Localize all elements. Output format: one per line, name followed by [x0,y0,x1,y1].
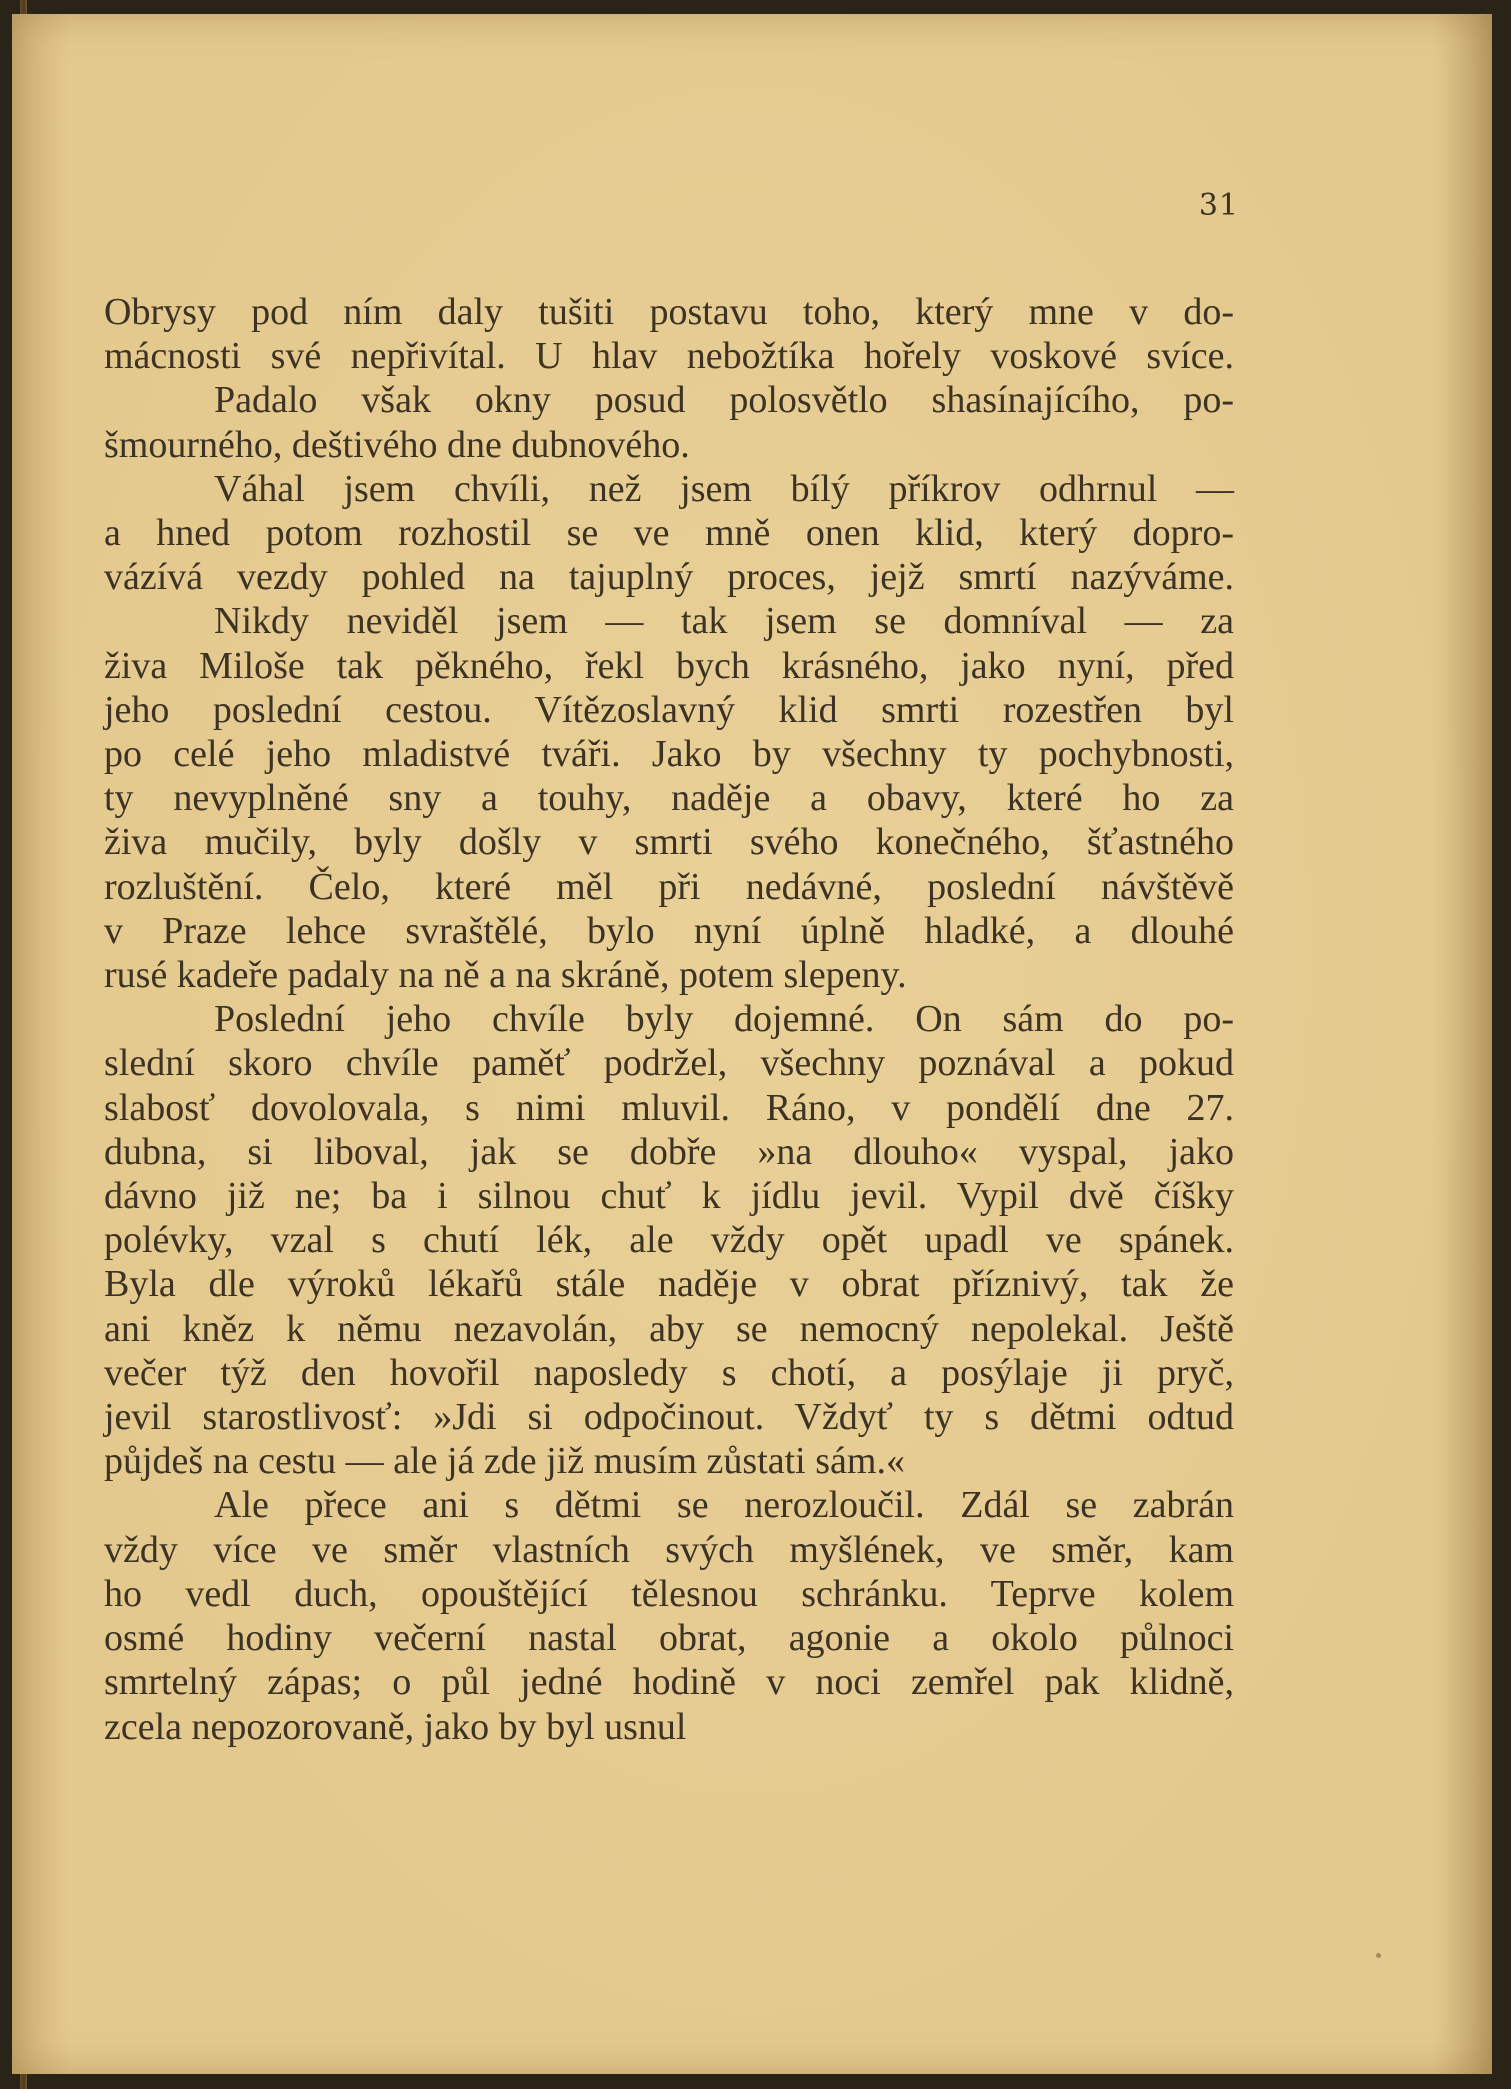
text-line: vždy více ve směr vlastních svých myšlének, ve směr, kam [104,1528,1234,1571]
text-line: ani kněz k němu nezavolán, aby se nemocný nepolekal. Ještě [104,1307,1234,1350]
text-line: v Praze lehce svraštělé, bylo nyní úplně hladké, a dlouhé [104,909,1234,952]
text-line: Nikdy neviděl jsem — tak jsem se domníval — za [214,600,1234,643]
paragraph [104,467,1234,600]
text-line: slabosť dovolovala, s nimi mluvil. Ráno, v pondělí dne 27. [104,1086,1234,1129]
text-line: rusé kadeře padaly na ně a na skráně, potem slepeny. [104,954,907,997]
text-line: smrtelný zápas; o půl jedné hodině v noci zemřel pak klidně, [104,1661,1234,1704]
text-line: Obrysy pod ním daly tušiti postavu toho, který mne v do- [104,291,1234,333]
paper-speck [1376,1953,1381,1958]
text-line: slední skoro chvíle paměť podržel, všechny poznával a pokud [104,1042,1234,1085]
paragraph [104,997,1234,1483]
text-line: po celé jeho mladistvé tváři. Jako by všechny ty pochybnosti, [104,733,1234,776]
text-line: a hned potom rozhostil se ve mně onen klid, který dopro- [104,512,1234,555]
text-line: živa mučily, byly došly v smrti svého konečného, šťastného [104,821,1234,864]
text-line: ty nevyplněné sny a touhy, naděje a obavy, které ho za [104,777,1234,820]
text-line: zcela nepozorovaně, jako by byl usnul [104,1705,687,1748]
text-line: dávno již ne; ba i silnou chuť k jídlu jevil. Vypil dvě číšky [104,1175,1234,1218]
text-line: jevil starostlivosť: »Jdi si odpočinout. Vždyť ty s dětmi odtud [104,1396,1234,1439]
text-line: ho vedl duch, opouštějící tělesnou schránku. Teprve kolem [104,1572,1234,1615]
paragraph [104,290,1234,378]
paragraph [104,378,1234,466]
text-line: rozluštění. Čelo, které měl při nedávné, poslední návštěvě [104,865,1234,908]
text-line: Padalo však okny posud polosvětlo shasínajícího, po- [214,379,1234,422]
text-line: šmourného, deštivého dne dubnového. [104,423,690,466]
text-line: vázívá vezdy pohled na tajuplný proces, jejž smrtí nazýváme. [104,556,1234,599]
text-line: Ale přece ani s dětmi se nerozloučil. Zdál se zabrán [214,1484,1234,1527]
text-line: Poslední jeho chvíle byly dojemné. On sám do po- [214,998,1234,1041]
text-line: osmé hodiny večerní nastal obrat, agonie a okolo půlnoci [104,1617,1234,1660]
text-line: polévky, vzal s chutí lék, ale vždy opět upadl ve spánek. [104,1219,1234,1262]
text-line: Byla dle výroků lékařů stále naděje v obrat příznivý, tak že [104,1263,1234,1306]
text-line: půjdeš na cestu — ale já zde již musím zůstati sám.« [104,1440,905,1483]
text-line: jeho poslední cestou. Vítězoslavný klid smrti rozestřen byl [104,688,1234,731]
page-number: 31 [1198,188,1239,223]
text-line: mácnosti své nepřivítal. U hlav nebožtíka hořely voskové svíce. [104,335,1234,378]
paragraph [104,599,1234,997]
text-line: večer týž den hovořil naposledy s chotí, a posýlaje ji pryč, [104,1351,1234,1394]
paragraph [104,1483,1234,1748]
text-line: živa Miloše tak pěkného, řekl bych krásného, jako nyní, před [104,644,1234,687]
text-line: Váhal jsem chvíli, než jsem bílý příkrov odhrnul — [214,467,1234,510]
body-text [104,290,1234,1749]
text-line: dubna, si liboval, jak se dobře »na dlouho« vyspal, jako [104,1130,1234,1173]
